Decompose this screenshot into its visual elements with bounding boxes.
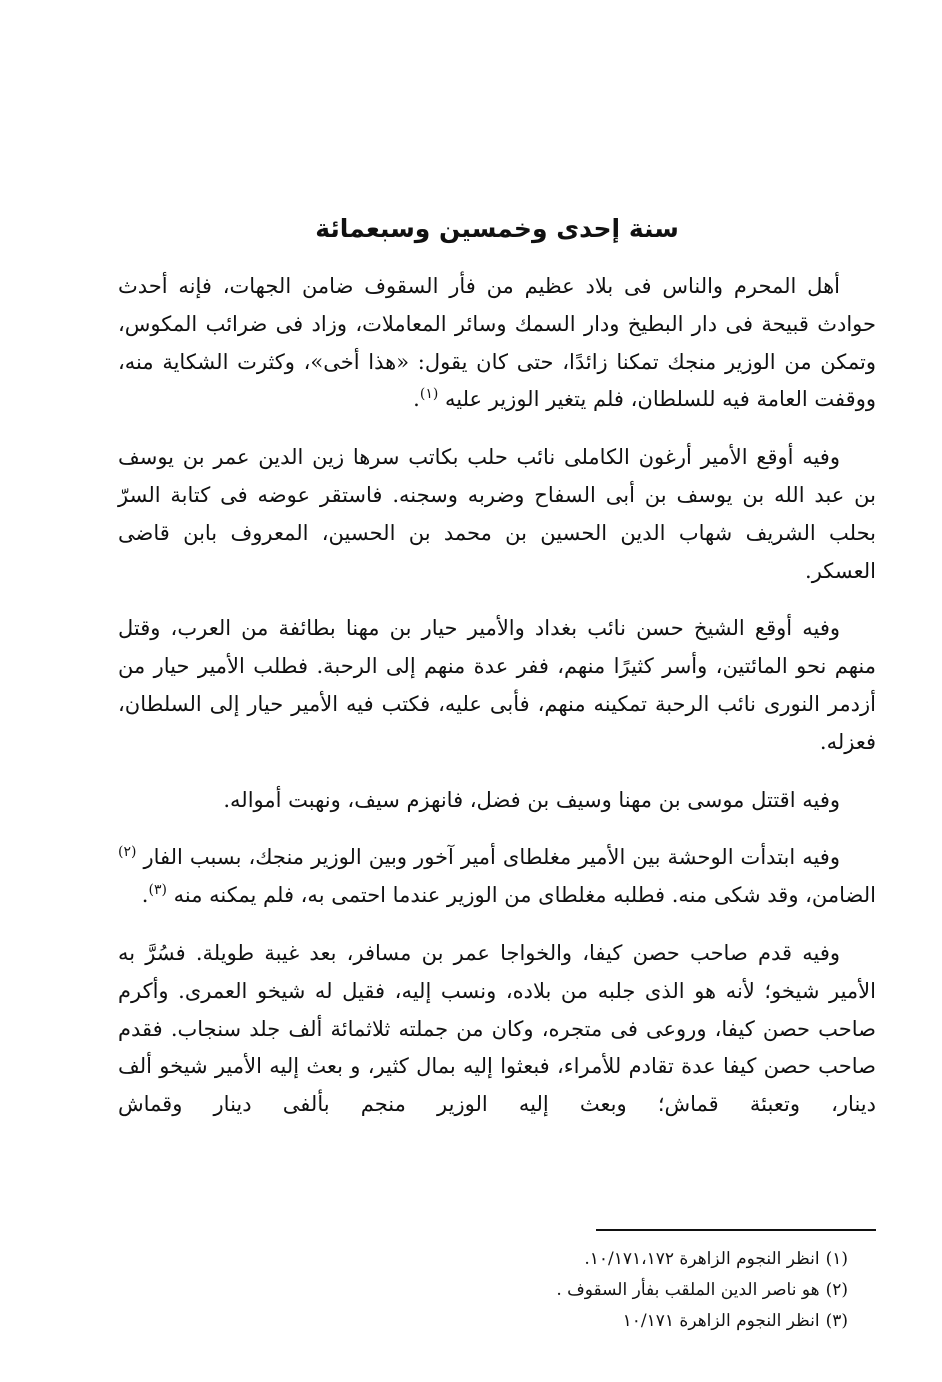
paragraph-text: وفيه أوقع الأمير أرغون الكاملى نائب حلب بكاتب سرها زين الدين عمر بن يوسف بن عبد الله بن يوسف بن أبى السفاح وضربه وسجنه. فاستقر عوضه فى كتابة السرّ بحلب الشريف شهاب الدين الحسين بن محمد بن الحسين، المعروف بابن قاضى العسكر. xyxy=(118,445,876,583)
paragraph-text: أهل المحرم والناس فى بلاد عظيم من فأر السقوف ضامن الجهات، فإنه أحدث حوادث قبيحة فى دار البطيخ ودار السمك وسائر المعاملات، وزاد فى ضرائب المكوس، وتمكن من الوزير منجك تمكنا زائدًا، حتى كان يقول: «هذا أخى»، وكثرت الشكاية منه، ووقفت العامة فيه للسلطان، فلم يتغير الوزير عليه xyxy=(118,274,876,412)
paragraph-5 xyxy=(118,839,876,915)
footnote-reference-3: (٣) xyxy=(148,882,167,899)
paragraph-1 xyxy=(118,268,876,419)
paragraph-text: وفيه قدم صاحب حصن كيفا، والخواجا عمر بن مسافر، بعد غيبة طويلة. فسُرَّ به الأمير شيخو؛ لأنه هو الذى جلبه من بلاده، ونسب إليه، فقيل له شيخو العمرى. وأكرم صاحب حصن كيفا، وروعى فى متجره، وكان من جملته ثلاثمائة ألف جلد سنجاب. فقدم صاحب حصن كيفا عدة تقادم للأمراء، فبعثوا إليه بمال كثير، و بعث إليه الأمير شيخو ألف دينار، وتعبئة قماش؛ وبعث إليه الوزير منجم بألفى دينار وقماش xyxy=(118,940,876,1117)
footnote-text: هو ناصر الدين الملقب بفأر السقوف . xyxy=(556,1280,820,1300)
paragraph-2 xyxy=(118,439,876,590)
footnote-text: انظر النجوم الزاهرة ١٠/١٧١،١٧٢. xyxy=(584,1249,820,1269)
footnote-2 xyxy=(118,1275,848,1306)
footnote-number: (١) xyxy=(825,1249,848,1269)
paragraph-end-punctuation: . xyxy=(141,883,149,908)
footnote-text: انظر النجوم الزاهرة ١٠/١٧١ xyxy=(622,1311,820,1331)
paragraph-6 xyxy=(118,935,876,1124)
paragraph-4 xyxy=(118,782,876,820)
paragraph-text: وفيه اقتتل موسى بن مهنا وسيف بن فضل، فانهزم سيف، ونهبت أمواله. xyxy=(223,787,840,812)
paragraph-end-punctuation: . xyxy=(413,387,420,412)
paragraph-text: وفيه ابتدأت الوحشة بين الأمير مغلطاى أمير آخور وبين الوزير منجك، بسبب الفار xyxy=(143,845,840,870)
footnotes xyxy=(118,1244,848,1337)
footnote-3 xyxy=(118,1306,848,1337)
section-heading: سنة إحدى وخمسين وسبعمائة xyxy=(315,214,679,243)
footnote-reference-2: (٢) xyxy=(118,844,137,861)
footnote-number: (٢) xyxy=(825,1280,848,1300)
footnote-reference-1: (١) xyxy=(419,386,439,403)
body-text xyxy=(118,268,876,1144)
paragraph-text-continued: الضامن، وقد شكى منه. فطلبه مغلطاى من الوزير عندما احتمى به، فلم يمكنه منه xyxy=(173,883,876,908)
footnote-1 xyxy=(118,1244,848,1275)
footnote-number: (٣) xyxy=(825,1311,848,1331)
footnote-separator-rule xyxy=(596,1229,876,1231)
paragraph-3 xyxy=(118,610,876,761)
paragraph-text: وفيه أوقع الشيخ حسن نائب بغداد والأمير حيار بن مهنا بطائفة من العرب، وقتل منهم نحو المائتين، وأسر كثيرًا منهم، ففر عدة منهم إلى الرحبة. فطلب الأمير حيار من أزدمر النورى نائب الرحبة تمكينه منهم، فأبى عليه، فكتب فيه الأمير حيار إلى السلطان، فعزله. xyxy=(118,616,876,754)
